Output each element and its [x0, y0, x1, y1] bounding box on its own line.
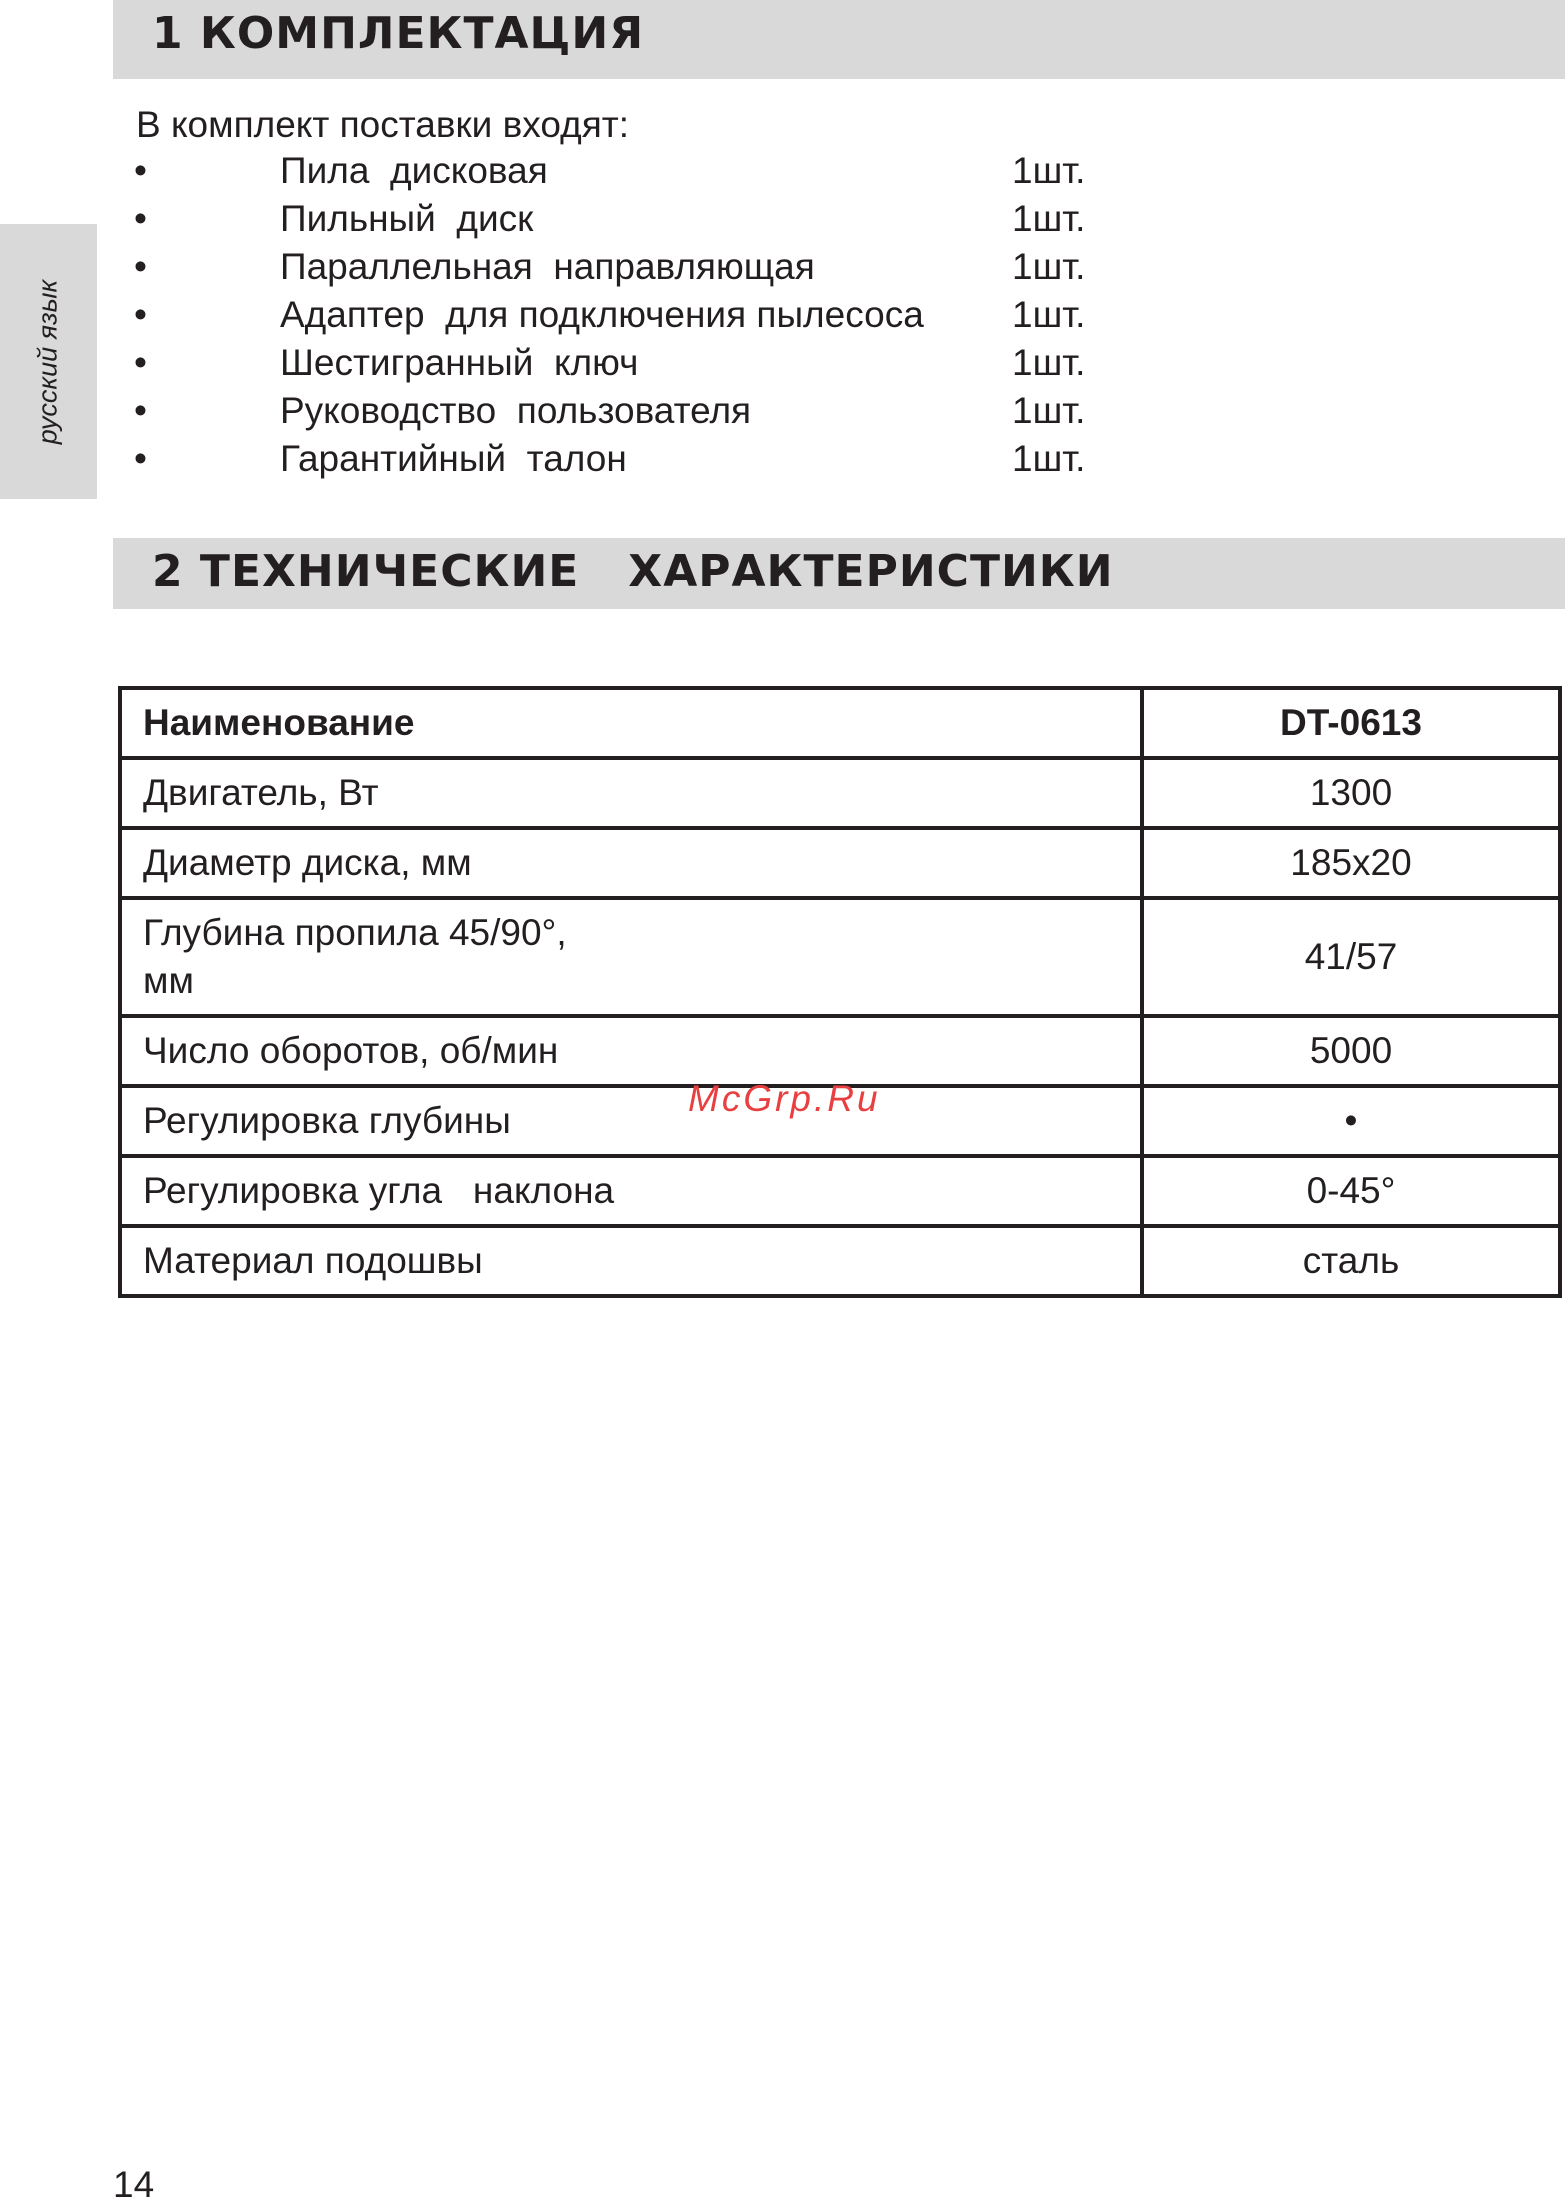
spec-name: Число оборотов, об/мин	[120, 1016, 1142, 1086]
table-row	[120, 1156, 1560, 1226]
table-header-row	[120, 688, 1560, 758]
spec-value: сталь	[1142, 1226, 1560, 1296]
kit-list-item	[0, 246, 1200, 294]
kit-item-name: Адаптер для подключения пылесоса	[280, 294, 924, 335]
section-header-specs	[113, 538, 1565, 609]
spec-value: 185x20	[1142, 828, 1560, 898]
kit-item-name: Руководство пользователя	[280, 390, 752, 431]
kit-item-name: Пильный диск	[280, 198, 534, 239]
spec-value: 0-45°	[1142, 1156, 1560, 1226]
bullet-icon: •	[134, 198, 147, 239]
table-row	[120, 758, 1560, 828]
spec-name-line2: мм	[143, 960, 194, 1001]
kit-item-name: Параллельная направляющая	[280, 246, 815, 287]
spec-value: 5000	[1142, 1016, 1560, 1086]
section-title-kit: 1 КОМПЛЕКТАЦИЯ	[152, 8, 645, 59]
kit-item-qty: 1шт.	[1012, 246, 1086, 287]
column-header-model: DT-0613	[1142, 688, 1560, 758]
column-header-name: Наименование	[120, 688, 1142, 758]
spec-value: •	[1142, 1086, 1560, 1156]
kit-intro-text: В комплект поставки входят:	[136, 104, 629, 145]
table-row	[120, 828, 1560, 898]
kit-item-qty: 1шт.	[1012, 390, 1086, 431]
kit-list-item	[0, 150, 1200, 198]
bullet-icon: •	[134, 390, 147, 431]
kit-item-qty: 1шт.	[1012, 294, 1086, 335]
spec-name: Двигатель, Вт	[120, 758, 1142, 828]
kit-item-name: Шестигранный ключ	[280, 342, 639, 383]
spec-name: Диаметр диска, мм	[120, 828, 1142, 898]
section-title-specs: 2 ТЕХНИЧЕСКИЕ ХАРАКТЕРИСТИКИ	[152, 546, 1114, 597]
kit-list	[0, 150, 1200, 486]
table-row	[120, 898, 1560, 1016]
bullet-icon: •	[134, 246, 147, 287]
bullet-icon: •	[134, 342, 147, 383]
kit-item-name: Гарантийный талон	[280, 438, 627, 479]
bullet-icon: •	[134, 150, 147, 191]
spec-value: 41/57	[1142, 898, 1560, 1016]
kit-list-item	[0, 438, 1200, 486]
spec-name: Регулировка глубины	[120, 1086, 1142, 1156]
spec-name: Материал подошвы	[120, 1226, 1142, 1296]
bullet-icon: •	[134, 438, 147, 479]
page-number: 14	[113, 2164, 155, 2205]
specs-table	[118, 686, 1562, 1298]
spec-name: Регулировка угла наклона	[120, 1156, 1142, 1226]
kit-item-name: Пила дисковая	[280, 150, 548, 191]
table-row	[120, 1226, 1560, 1296]
kit-item-qty: 1шт.	[1012, 150, 1086, 191]
kit-item-qty: 1шт.	[1012, 438, 1086, 479]
kit-item-qty: 1шт.	[1012, 342, 1086, 383]
kit-list-item	[0, 294, 1200, 342]
spec-value: 1300	[1142, 758, 1560, 828]
bullet-icon: •	[134, 294, 147, 335]
spec-name-line1: Глубина пропила 45/90°,	[143, 912, 567, 953]
spec-name	[120, 898, 1142, 1016]
language-side-tab-label: русский язык	[32, 279, 63, 445]
kit-item-qty: 1шт.	[1012, 198, 1086, 239]
watermark-text: McGrp.Ru	[688, 1078, 881, 1119]
kit-list-item	[0, 342, 1200, 390]
table-row	[120, 1016, 1560, 1086]
kit-list-item	[0, 390, 1200, 438]
section-header-kit	[113, 0, 1565, 79]
kit-list-item	[0, 198, 1200, 246]
